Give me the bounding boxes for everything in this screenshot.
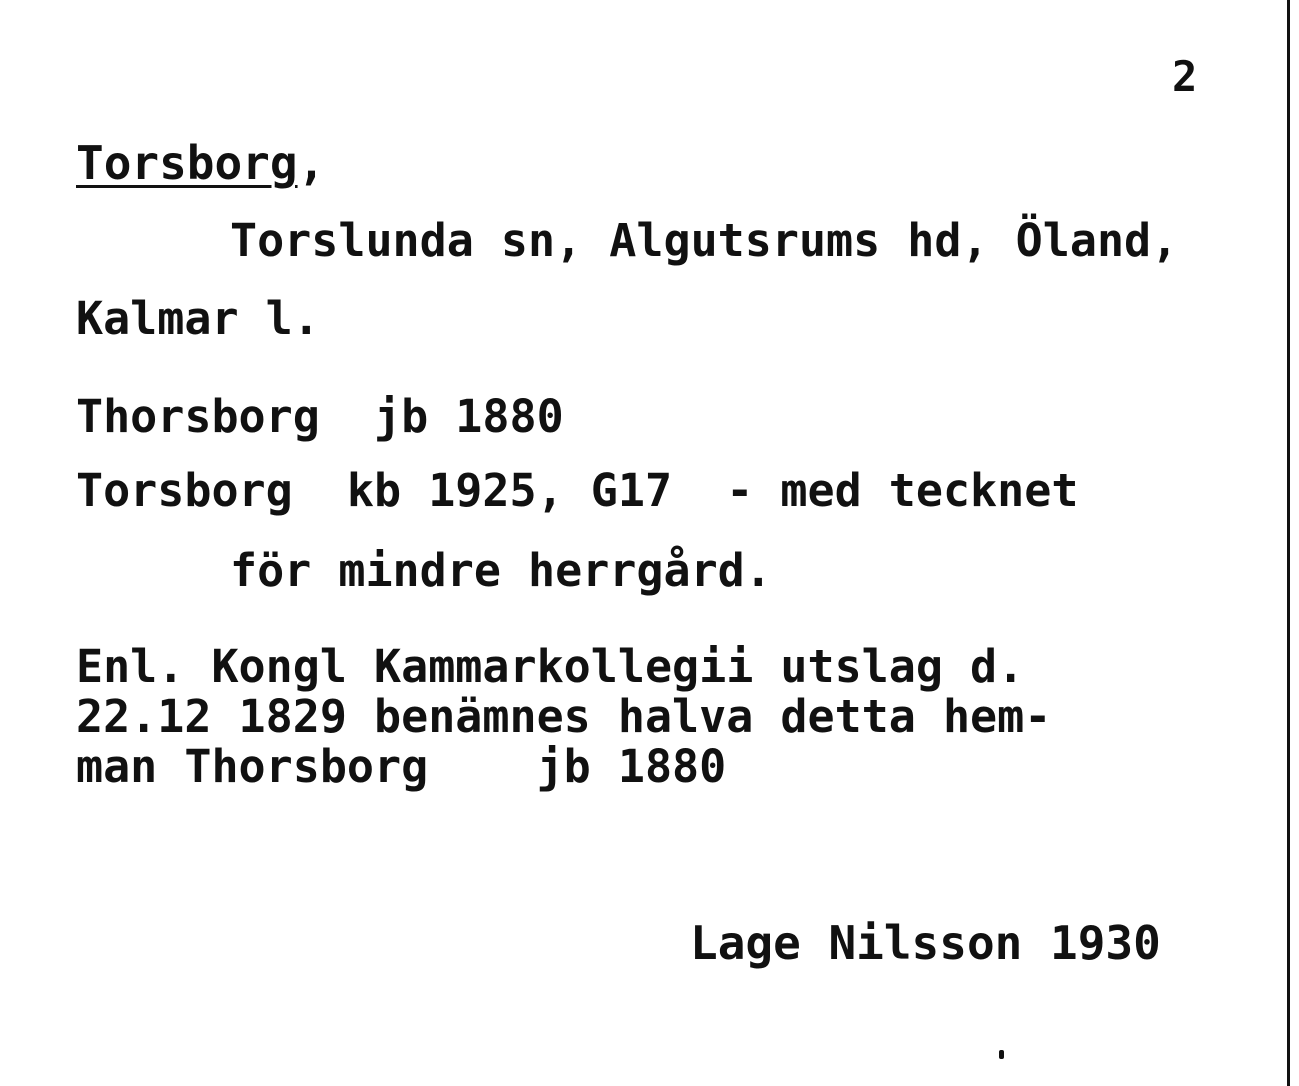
place-name-heading [76,136,326,190]
note-line-1: Enl. Kongl Kammarkollegii utslag d. [76,640,1025,693]
note-line-3: man Thorsborg jb 1880 [76,740,727,793]
reference-line-1: Thorsborg jb 1880 [76,390,564,443]
location-line-1: Torslunda sn, Algutsrums hd, Öland, [230,214,1179,267]
reference-line-3: för mindre herrgård. [230,544,772,597]
reference-line-2: Torsborg kb 1925, G17 - med tecknet [76,464,1079,517]
location-line-2: Kalmar l. [76,292,320,345]
heading-punctuation: , [297,136,326,190]
ink-speck [999,1050,1004,1059]
note-line-2: 22.12 1829 benämnes halva detta hem- [76,690,1052,743]
place-name: Torsborg [76,136,298,190]
page-number: 2 [1172,52,1198,101]
card-right-edge [1287,0,1290,1086]
signature: Lage Nilsson 1930 [690,916,1161,970]
